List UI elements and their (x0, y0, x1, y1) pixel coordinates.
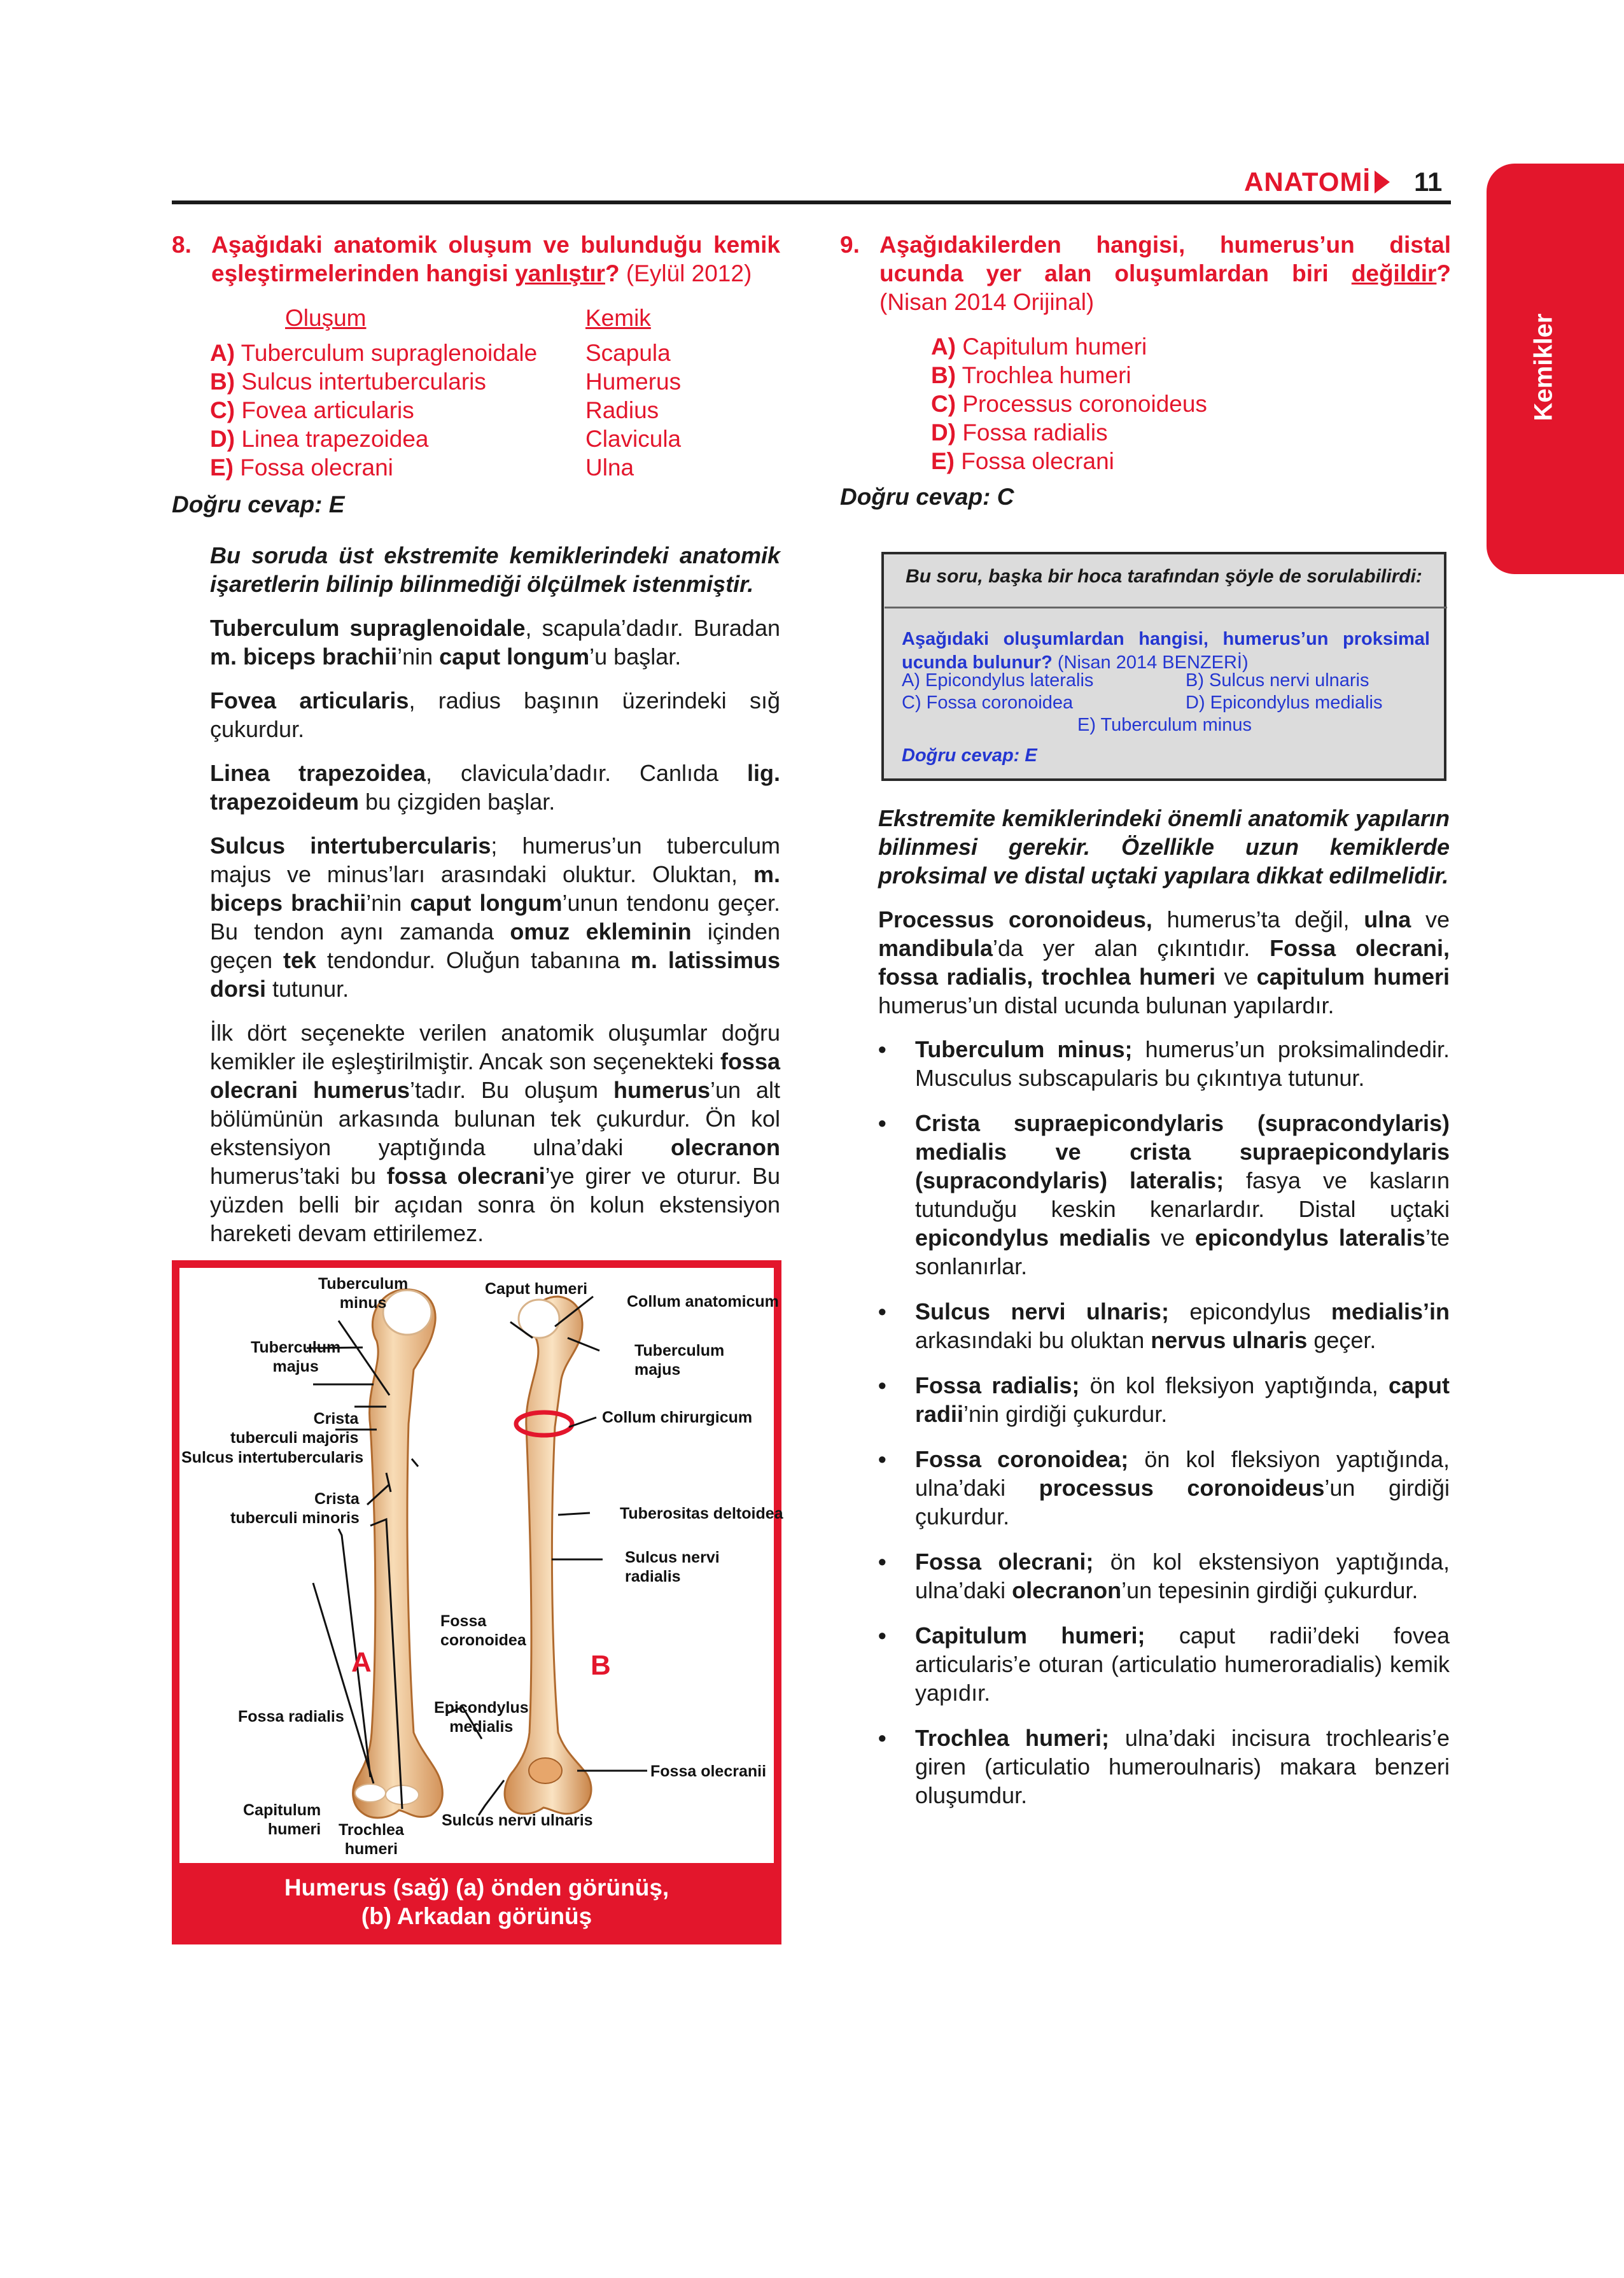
question-line: Aşağıdaki anatomik oluşum ve bulunduğu kemik (211, 232, 780, 258)
list-item: • Crista supraepicondylaris (supracondylaris) medialis ve crista supraepicondylaris (supracondylaris) lateralis; fasya ve kasların tutunduğu keskin kenarlardır. Distal uçtaki epicondylus medialis ve epicondylus lateralis’te sonlanırlar. (878, 1109, 1450, 1281)
list-item: • Capitulum humeri; caput radii’deki fovea articularis’e oturan (articulatio humeroradialis) kemik yapıdır. (878, 1621, 1450, 1707)
label-fossa-olecranii: Fossa olecranii (650, 1762, 767, 1780)
question-number: 8. (172, 232, 192, 258)
label-trochlea: Trochlea humeri (339, 1821, 404, 1858)
box-question: Aşağıdaki oluşumlardan hangisi, humerus’un proksimal ucunda bulunur? (Nisan 2014 BENZERİ) (902, 629, 1430, 673)
chapter-side-tab[interactable] (1487, 164, 1624, 574)
q8-col2-header: Kemik (585, 305, 651, 331)
question-8 (172, 230, 780, 288)
negative-keyword: yanlıştır (515, 260, 605, 286)
q9-options (931, 332, 1207, 475)
list-item: • Fossa olecrani; ön kol ekstensiyon yaptığında, ulna’daki olecranon’un tepesinin girdiği çukurdur. (878, 1547, 1450, 1605)
question-line: Aşağıdakilerden hangisi, humerus’un distal (879, 232, 1451, 258)
label-collum-chirurgicum: Collum chirurgicum (602, 1409, 753, 1426)
option-row[interactable]: D) Fossa radialis (931, 419, 1108, 446)
label-sulcus-intertubercularis: Sulcus intertubercularis (181, 1449, 364, 1466)
humerus-figure (172, 1260, 781, 1944)
question-source: (Nisan 2014 Orijinal) (879, 289, 1095, 315)
section-title: ANATOMİ (1244, 167, 1371, 197)
box-option[interactable]: A) Epicondylus lateralis (902, 670, 1094, 691)
alternative-question-box (881, 552, 1446, 781)
box-option[interactable]: E) Tuberculum minus (1077, 715, 1252, 735)
option-row[interactable]: E) Fossa olecrani (931, 448, 1114, 474)
label-caput-humeri: Caput humeri (485, 1280, 588, 1298)
play-arrow-icon (1375, 171, 1390, 193)
figure-canvas (179, 1268, 783, 1863)
question-text: eşleştirmelerinden hangisi (211, 260, 515, 286)
side-tab-label: Kemikler (1529, 313, 1558, 421)
label-crista-majoris: Crista tuberculi majoris (230, 1410, 359, 1447)
leader-lines (307, 1297, 647, 1815)
question-source: (Eylül 2012) (619, 260, 752, 286)
question-mark: ? (1436, 260, 1451, 286)
left-explanation (210, 541, 780, 1263)
label-tuberculum-majus-a: Tuberculum majus (251, 1339, 341, 1375)
fossa-olecrani-mark (529, 1758, 562, 1783)
header-rule (172, 200, 1451, 204)
paragraph: Fovea articularis, radius başının üzerindeki sığ çukurdur. (210, 687, 781, 742)
box-option[interactable]: D) Epicondylus medialis (1186, 693, 1383, 713)
box-answer: Doğru cevap: E (902, 745, 1037, 766)
label-tuberculum-majus-b: Tuberculum majus (634, 1342, 725, 1379)
right-explanation (878, 804, 1450, 1826)
paragraph: Tuberculum supraglenoidale, scapula’dadır. Buradan m. biceps brachii’nin caput longum’u başlar. (210, 615, 780, 670)
option-row[interactable]: B) Trochlea humeri (931, 362, 1131, 388)
question-mark: ? (605, 260, 620, 286)
paragraph: Processus coronoideus, humerus’ta değil, ulna ve mandibula’da yer alan çıkıntıdır. Fossa olecrani, fossa radialis, trochlea humeri ve capitulum humeri humerus’un distal ucunda bulunan yapılardır. (878, 906, 1450, 1018)
box-option[interactable]: B) Sulcus nervi ulnaris (1186, 670, 1369, 691)
question-9 (840, 230, 1451, 316)
label-epicondylus-medialis: Epicondylus medialis (434, 1699, 529, 1736)
list-item: • Fossa coronoidea; ön kol fleksiyon yaptığında, ulna’daki processus coronoideus’un girdiği çukurdur. (878, 1445, 1450, 1531)
option-row[interactable]: E) Fossa olecrani (210, 454, 393, 481)
figure-caption-line1: Humerus (sağ) (a) önden görünüş, (284, 1874, 669, 1901)
list-item: • Tuberculum minus; humerus’un proksimalindedir. Musculus subscapularis bu çıkıntıya tutunur. (878, 1035, 1450, 1092)
q8-answer: Doğru cevap: E (172, 491, 345, 517)
list-item: • Trochlea humeri; ulna’daki incisura trochlearis’e giren (articulatio humeroulnaris) makara benzeri oluşumdur. (878, 1724, 1450, 1810)
label-sulcus-nervi-radialis: Sulcus nervi radialis (625, 1549, 720, 1585)
view-label-a: A (351, 1647, 372, 1678)
paragraph: Sulcus intertubercularis; humerus’un tuberculum majus ve minus’ları arasındaki oluktur. Oluktan, m. biceps brachii’nin caput longum’unun tendonu geçer. Bu tendon aynı zamanda omuz ekleminin içinden geçen tek tendondur. Oluğun tabanına m. latissimus dorsi tutunur. (210, 833, 781, 1002)
negative-keyword: değildir (1351, 260, 1437, 286)
question-text: ucunda yer alan oluşumlardan biri (879, 260, 1352, 286)
list-item: • Sulcus nervi ulnaris; epicondylus medialis’in arkasındaki bu oluktan nervus ulnaris geçer. (878, 1297, 1450, 1354)
label-fossa-coronoidea: Fossa coronoidea (440, 1612, 526, 1649)
label-capitulum: Capitulum humeri (243, 1801, 321, 1838)
label-collum-anatomicum: Collum anatomicum (627, 1293, 779, 1311)
q9-answer: Doğru cevap: C (840, 484, 1014, 510)
bullet-list (878, 1035, 1450, 1810)
q8-bones: Scapula Humerus Radius Clavicula Ulna (585, 340, 682, 481)
option-row[interactable]: C) Processus coronoideus (931, 391, 1207, 417)
q8-options (210, 339, 537, 482)
label-crista-minoris: Crista tuberculi minoris (230, 1490, 360, 1527)
label-tuberositas-deltoidea: Tuberositas deltoidea (620, 1505, 783, 1522)
page-number: 11 (1414, 167, 1443, 197)
option-row[interactable]: A) Tuberculum supraglenoidale (210, 340, 538, 366)
intro-text: Bu soruda üst ekstremite kemiklerindeki anatomik işaretlerin bilinip bilinmediği ölçülmek istenmiştir. (210, 542, 780, 597)
question-number: 9. (840, 232, 860, 258)
label-fossa-radialis: Fossa radialis (238, 1708, 344, 1726)
box-divider (885, 607, 1447, 608)
intro-text: Ekstremite kemiklerindeki önemli anatomik yapıların bilinmesi gerekir. Özellikle uzun kemiklerde proksimal ve distal uçtaki yapılara dikkat edilmelidir. (878, 805, 1450, 889)
option-row[interactable]: A) Capitulum humeri (931, 334, 1147, 360)
option-row[interactable]: D) Linea trapezoidea (210, 426, 429, 452)
box-option[interactable]: C) Fossa coronoidea (902, 693, 1074, 713)
paragraph: Linea trapezoidea, clavicula’dadır. Canlıda lig. trapezoideum bu çizgiden başlar. (210, 760, 780, 815)
view-label-b: B (591, 1650, 611, 1681)
label-tuberculum-minus: Tuberculum minus (318, 1275, 409, 1312)
list-item: • Fossa radialis; ön kol fleksiyon yaptığında, caput radii’nin girdiği çukurdur. (878, 1371, 1450, 1428)
box-title: Bu soru, başka bir hoca tarafından şöyle de sorulabilirdi: (906, 566, 1422, 587)
label-sulcus-nervi-ulnaris: Sulcus nervi ulnaris (442, 1811, 593, 1829)
paragraph: İlk dört seçenekte verilen anatomik oluşumlar doğru kemikler ile eşleştirilmiştir. Ancak son seçenekteki fossa olecrani humerus’tadır. Bu oluşum humerus’un alt bölümünün arkasında bulunan tek çukurdur. Ön kol ekstensiyon yaptığında ulna’daki olecranon humerus’taki bu fossa olecrani’ye girer ve oturur. Bu yüzden belli bir açıdan sonra ön kolun ekstensiyon hareketi devam ettirilemez. (210, 1020, 781, 1246)
option-row[interactable]: C) Fovea articularis (210, 397, 414, 423)
figure-caption-line2: (b) Arkadan görünüş (361, 1903, 592, 1929)
q8-col1-header: Oluşum (285, 305, 367, 331)
option-row[interactable]: B) Sulcus intertubercularis (210, 369, 486, 395)
